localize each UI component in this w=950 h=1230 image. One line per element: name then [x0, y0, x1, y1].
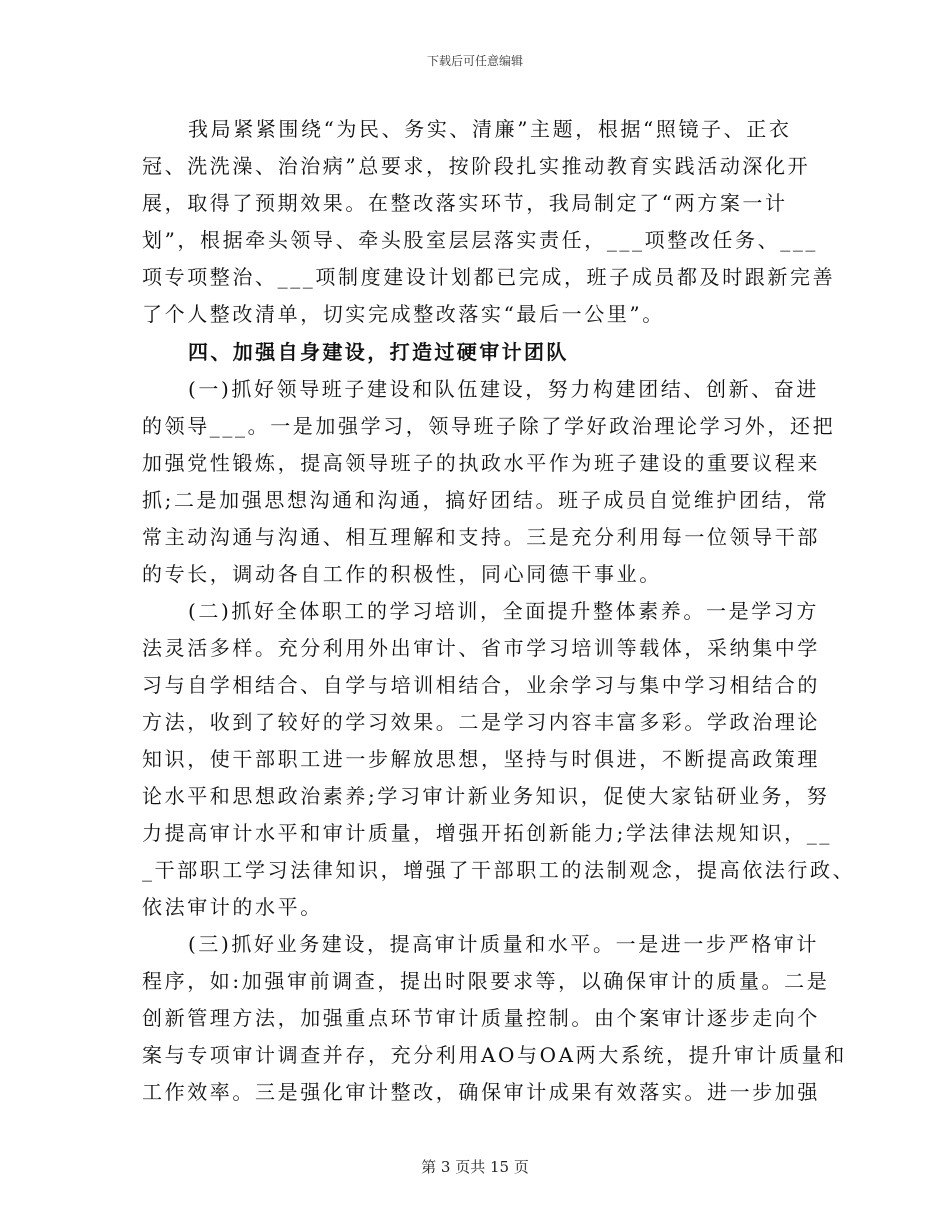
body-line: 加强党性锻炼，提高领导班子的执政水平作为班子建设的重要议程来 [142, 451, 820, 475]
page-number: 第 3 页共 15 页 [421, 1158, 529, 1176]
body-line: (二)抓好全体职工的学习培训，全面提升整体素养。一是学习方 [188, 599, 820, 623]
section-heading: 四、加强自身建设，打造过硬审计团队 [188, 340, 569, 364]
body-line: 冠、洗洗澡、治治病”总要求，按阶段扎实推动教育实践活动深化开 [142, 154, 811, 178]
body-line: 习与自学相结合、自学与培训相结合，业余学习与集中学习相结合的 [142, 673, 820, 697]
body-line: _干部职工学习法律知识，增强了干部职工的法制观念，提高依法行政、 [142, 858, 856, 882]
body-line: (一)抓好领导班子建设和队伍建设，努力构建团结、创新、奋进 [188, 377, 820, 401]
body-line: 常主动沟通与沟通、相互理解和支持。三是充分利用每一位领导干部 [142, 525, 820, 549]
body-line: 项专项整治、___项制度建设计划都已完成，班子成员都及时跟新完善 [142, 265, 836, 289]
page-header: 下载后可任意编辑 [426, 54, 523, 68]
body-line: 的领导___。一是加强学习，领导班子除了学好政治理论学习外，还把 [142, 414, 836, 438]
body-line: 方法，收到了较好的学习效果。二是学习内容丰富多彩。学政治理论 [142, 710, 820, 734]
body-line: 创新管理方法，加强重点环节审计质量控制。由个案审计逐步走向个 [142, 1006, 820, 1030]
body-line: 了个人整改清单，切实完成整改落实“最后一公里”。 [142, 302, 665, 326]
body-line: 程序，如:加强审前调查，提出时限要求等，以确保审计的质量。二是 [142, 969, 830, 993]
body-line: 论水平和思想政治素养;学习审计新业务知识，促使大家钻研业务，努 [142, 784, 830, 808]
body-line: 依法审计的水平。 [142, 895, 323, 919]
body-line: 案与专项审计调查并存，充分利用AO与OA两大系统，提升审计质量和 [142, 1043, 847, 1067]
body-line: 抓;二是加强思想沟通和沟通，搞好团结。班子成员自觉维护团结，常 [142, 488, 830, 512]
body-line: 法灵活多样。充分利用外出审计、省市学习培训等载体，采纳集中学 [142, 636, 820, 660]
body-line: 力提高审计水平和审计质量，增强开拓创新能力;学法律法规知识，__ [142, 821, 832, 845]
body-line: 我局紧紧围绕“为民、务实、清廉”主题，根据“照镜子、正衣 [188, 117, 792, 141]
body-line: 划”，根据牵头领导、牵头股室层层落实责任，___项整改任务、___ [142, 228, 819, 252]
body-line: 工作效率。三是强化审计整改，确保审计成果有效落实。进一步加强 [142, 1080, 820, 1104]
body-line: 展，取得了预期效果。在整改落实环节，我局制定了“两方案一计 [142, 191, 788, 215]
body-line: 的专长，调动各自工作的积极性，同心同德干事业。 [142, 562, 662, 586]
body-line: (三)抓好业务建设，提高审计质量和水平。一是进一步严格审计 [188, 932, 820, 956]
body-line: 知识，使干部职工进一步解放思想，坚持与时俱进，不断提高政策理 [142, 747, 820, 771]
